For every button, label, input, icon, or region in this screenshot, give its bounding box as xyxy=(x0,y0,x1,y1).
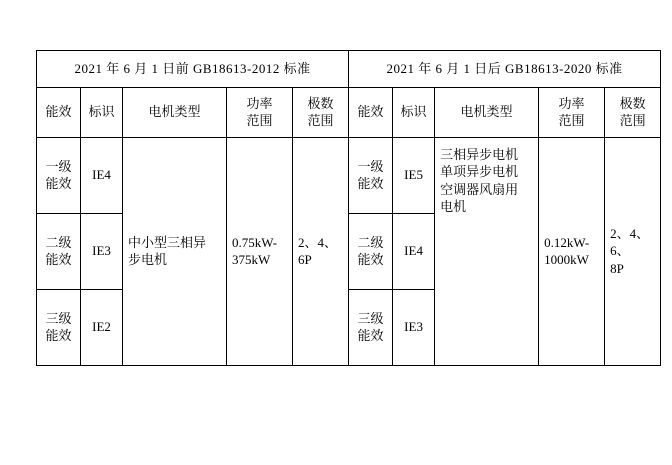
group-header-before-2021: 2021 年 6 月 1 日前 GB18613-2012 标准 xyxy=(37,51,349,88)
motor-type-left-line2: 步电机 xyxy=(128,252,168,268)
pole-range-right-line1: 2、4、6、 xyxy=(610,225,650,259)
grade-label-right-1-line2: 能效 xyxy=(357,176,384,192)
motor-type-right-line3: 空调器风扇用 xyxy=(440,181,519,197)
col-header-motor-type-right: 电机类型 xyxy=(435,87,539,137)
grade-label-right-3 xyxy=(349,289,393,365)
col-header-pole-range-left-line2: 范围 xyxy=(307,113,334,129)
grade-label-left-3-line2: 能效 xyxy=(45,328,72,344)
grade-label-left-1 xyxy=(37,137,81,213)
table-row-grade-1 xyxy=(37,137,661,213)
grade-label-right-1-line1: 一级 xyxy=(357,158,384,174)
group-header-after-2021: 2021 年 6 月 1 日后 GB18613-2020 标准 xyxy=(349,51,661,88)
col-header-pole-range-right xyxy=(605,87,661,137)
col-header-mark-left: 标识 xyxy=(81,87,123,137)
col-header-power-range-right xyxy=(539,87,605,137)
col-header-mark-right: 标识 xyxy=(393,87,435,137)
col-header-pole-range-right-line2: 范围 xyxy=(619,113,646,129)
power-range-right-line2: 1000kW xyxy=(544,252,589,268)
power-range-right xyxy=(539,137,605,365)
col-header-power-range-right-line2: 范围 xyxy=(558,113,585,129)
col-header-pole-range-right-line1: 极数 xyxy=(619,95,646,111)
grade-label-right-2 xyxy=(349,213,393,289)
motor-type-left-line1: 中小型三相异 xyxy=(128,234,207,250)
col-header-power-range-left-line1: 功率 xyxy=(246,95,273,111)
grade-label-left-3 xyxy=(37,289,81,365)
grade-label-right-1 xyxy=(349,137,393,213)
motor-type-right xyxy=(435,137,539,365)
mark-right-2: IE4 xyxy=(393,213,435,289)
grade-label-right-3-line1: 三级 xyxy=(357,310,384,326)
col-header-efficiency-left: 能效 xyxy=(37,87,81,137)
mark-left-2: IE3 xyxy=(81,213,123,289)
table-row-column-headers xyxy=(37,87,661,137)
col-header-power-range-left-line2: 范围 xyxy=(246,113,273,129)
col-header-power-range-left xyxy=(227,87,293,137)
grade-label-left-2-line2: 能效 xyxy=(45,252,72,268)
power-range-left xyxy=(227,137,293,365)
mark-left-3: IE2 xyxy=(81,289,123,365)
grade-label-right-2-line1: 二级 xyxy=(357,234,384,250)
grade-label-left-2-line1: 二级 xyxy=(45,234,72,250)
motor-efficiency-standard-table xyxy=(36,50,661,366)
pole-range-right xyxy=(605,137,661,365)
col-header-motor-type-left: 电机类型 xyxy=(123,87,227,137)
grade-label-left-3-line1: 三级 xyxy=(45,310,72,326)
mark-left-1: IE4 xyxy=(81,137,123,213)
pole-range-right-line2: 8P xyxy=(610,260,624,276)
pole-range-left: 2、4、6P xyxy=(293,137,349,365)
col-header-pole-range-left xyxy=(293,87,349,137)
grade-label-left-1-line1: 一级 xyxy=(45,158,72,174)
table-row-group-headers xyxy=(37,51,661,88)
motor-type-right-line2: 单项异步电机 xyxy=(440,164,519,180)
grade-label-left-1-line2: 能效 xyxy=(45,176,72,192)
col-header-power-range-right-line1: 功率 xyxy=(558,95,585,111)
col-header-pole-range-left-line1: 极数 xyxy=(307,95,334,111)
mark-right-1: IE5 xyxy=(393,137,435,213)
grade-label-left-2 xyxy=(37,213,81,289)
grade-label-right-3-line2: 能效 xyxy=(357,328,384,344)
motor-type-right-line1: 三相异步电机 xyxy=(440,146,519,162)
mark-right-3: IE3 xyxy=(393,289,435,365)
power-range-left-line2: 375kW xyxy=(232,252,271,268)
motor-type-right-line4: 电机 xyxy=(440,199,467,215)
power-range-right-line1: 0.12kW- xyxy=(544,234,590,250)
motor-type-left xyxy=(123,137,227,365)
power-range-left-line1: 0.75kW- xyxy=(232,234,278,250)
grade-label-right-2-line2: 能效 xyxy=(357,252,384,268)
col-header-efficiency-right: 能效 xyxy=(349,87,393,137)
